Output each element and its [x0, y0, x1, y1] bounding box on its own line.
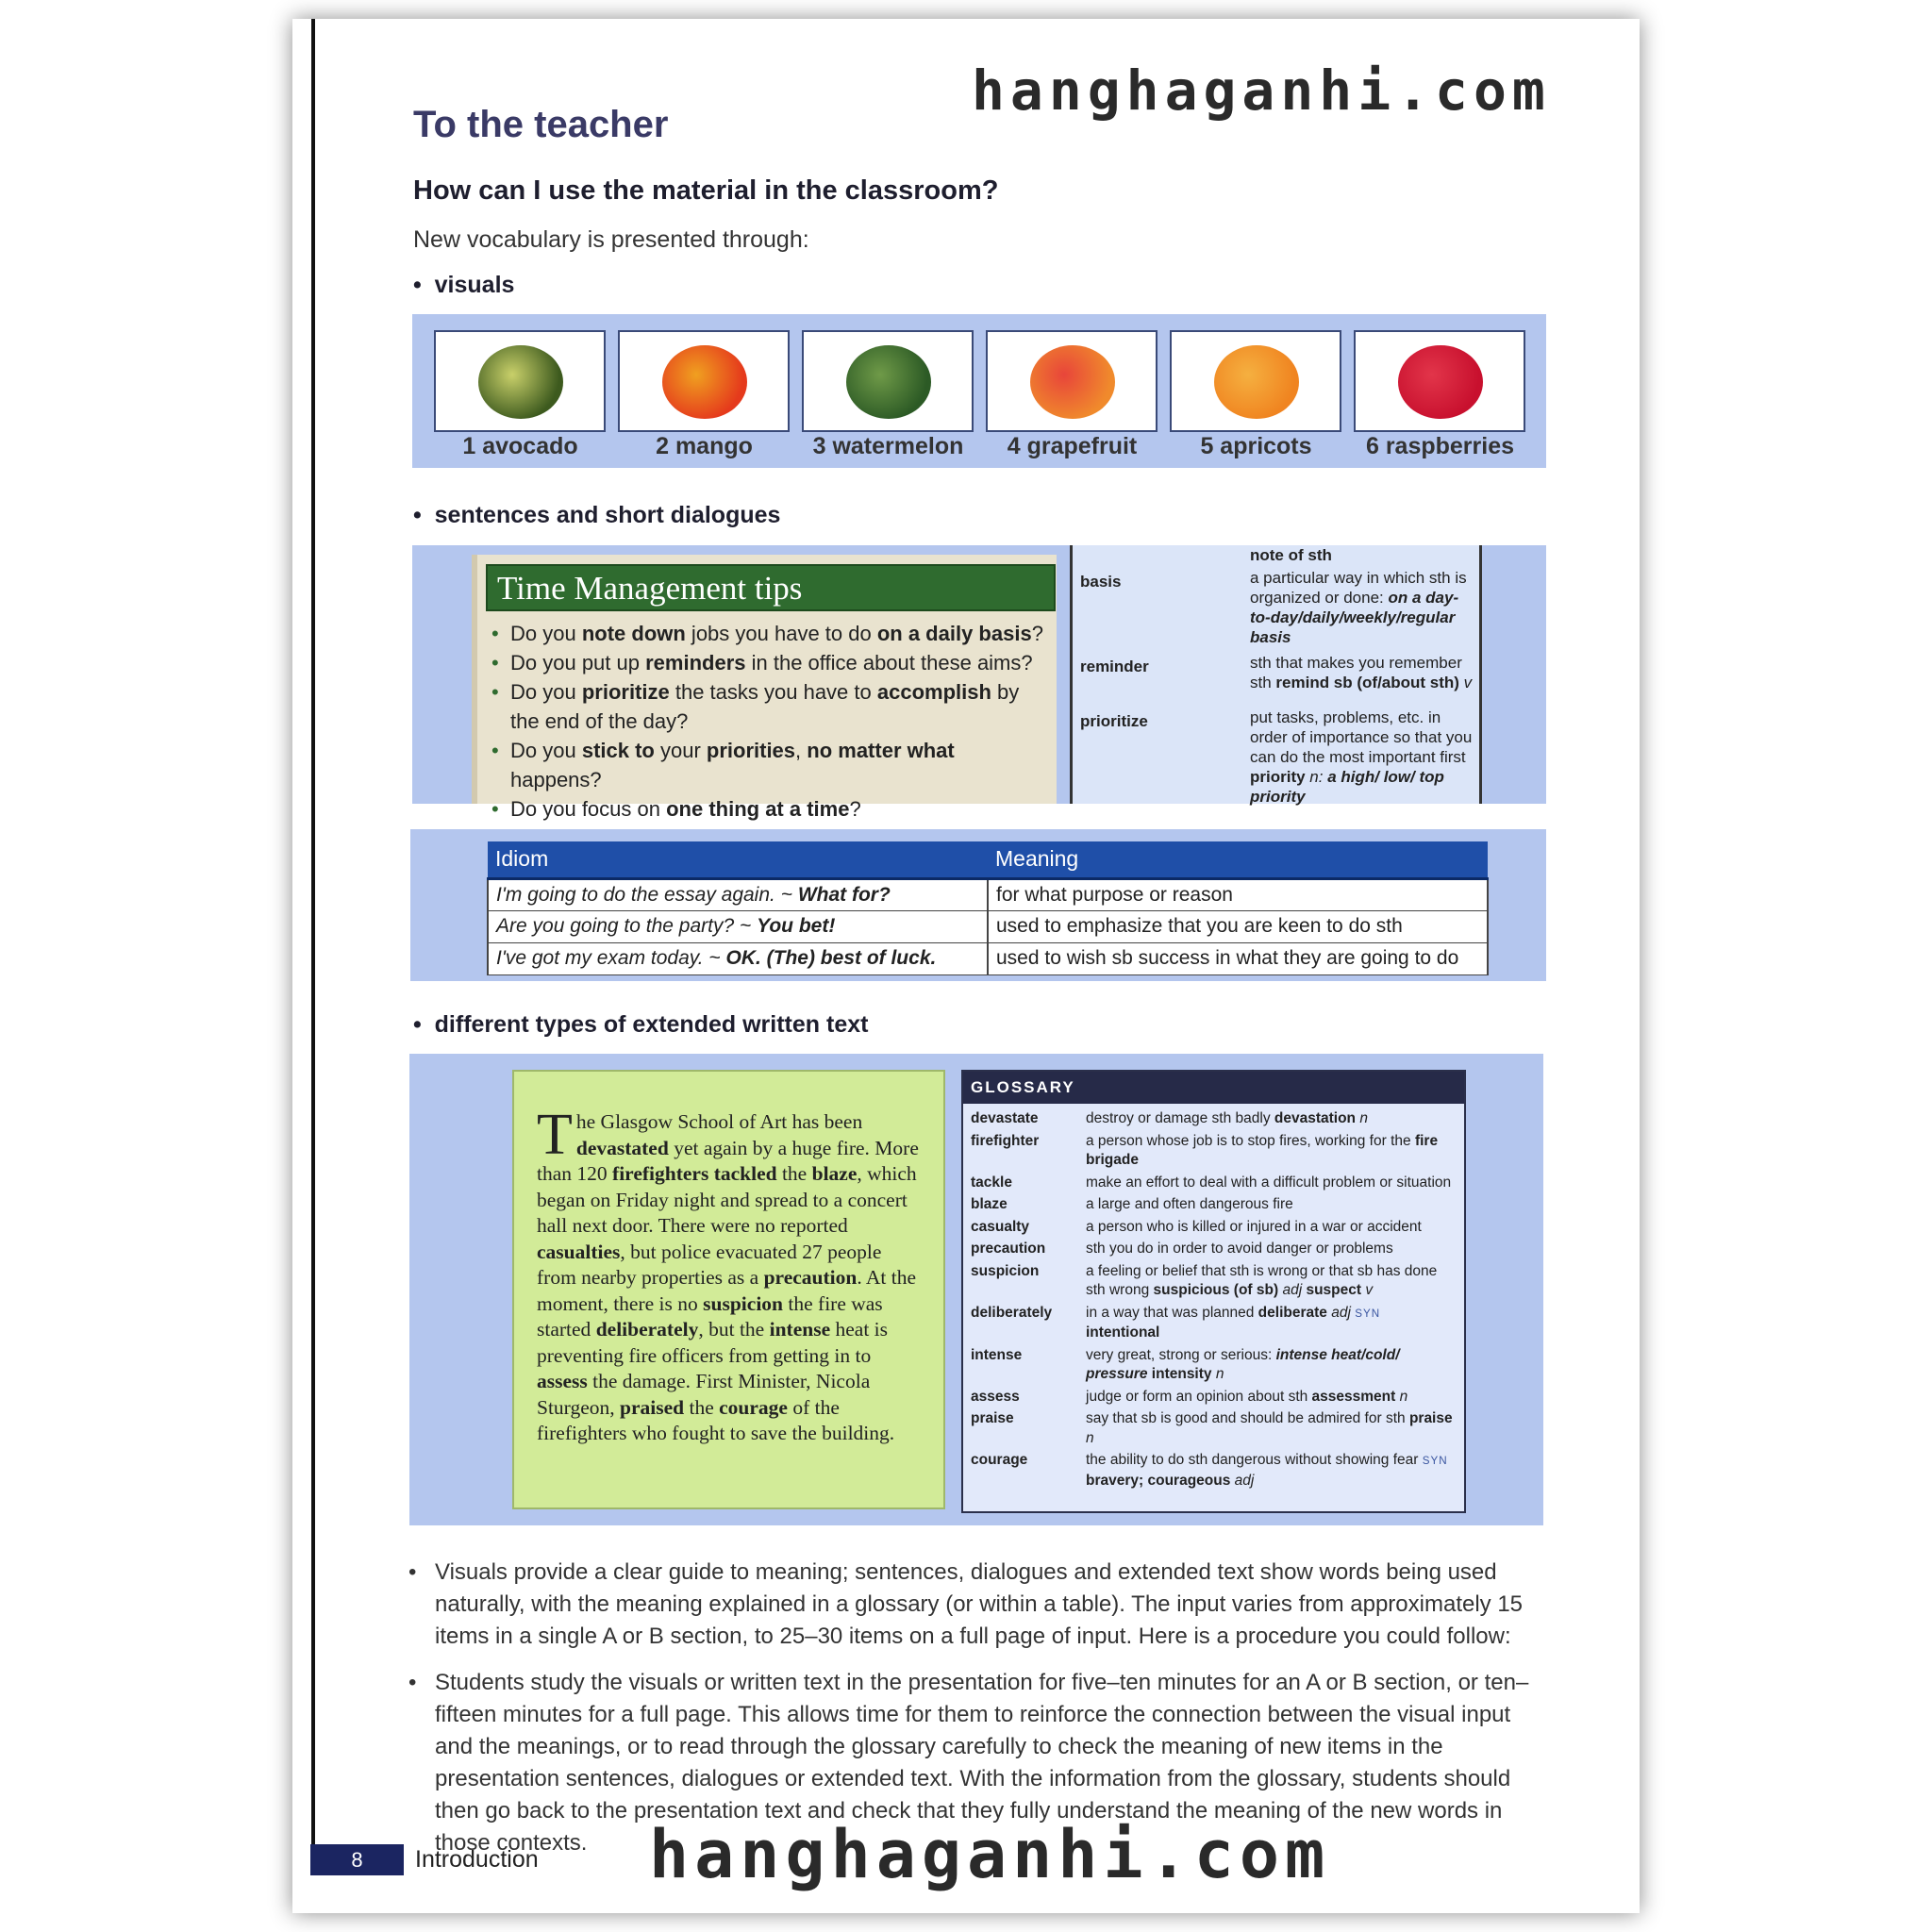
- fruit-image: [1354, 330, 1525, 432]
- text-run: on a daily basis: [876, 622, 1032, 645]
- glossary-entry: [971, 1195, 1457, 1215]
- bullet-label: visuals: [434, 272, 515, 298]
- fruit-image: [986, 330, 1158, 432]
- text-run: , but the: [698, 1318, 770, 1341]
- text-run: adj: [1326, 1304, 1356, 1321]
- word-term: basis: [1080, 573, 1122, 591]
- column-header-meaning: Meaning: [988, 841, 1488, 878]
- text-run: a high/ low/ top priority: [1250, 768, 1444, 806]
- fruit-image: [434, 330, 606, 432]
- glossary-term: tackle: [971, 1174, 1012, 1191]
- text-run: What for?: [797, 883, 891, 906]
- paragraph-text: Students study the visuals or written text in the presentation for five–ten minutes for an A or B section, or ten–fifteen minutes for a full page. This allows time for them to reinforce the connection between the visual input and the meanings, or to read through the glossary carefully to check the meaning of new items in the presentation sentences, dialogues or extended text. With the information from the glossary, students should then go back to the presentation text and check that they fully understand the meaning of the new words in those contexts.: [435, 1670, 1529, 1856]
- text-run: sth that makes you remember sth: [1250, 654, 1462, 691]
- glossary-definition: [1086, 1409, 1457, 1448]
- text-run: one thing at a time: [666, 797, 850, 821]
- glossary-definition: [1086, 1262, 1457, 1301]
- text-run: v: [1361, 1282, 1374, 1298]
- text-run: priority: [1250, 768, 1306, 786]
- text-run: deliberate: [1257, 1304, 1327, 1321]
- text-run: happens?: [510, 768, 602, 791]
- fruit-shape: [478, 345, 563, 419]
- text-run: ,: [795, 739, 808, 762]
- text-run: bravery; courageous: [1086, 1472, 1231, 1489]
- column-header-idiom: Idiom: [488, 841, 988, 878]
- glossary-entry: [971, 1262, 1457, 1301]
- text-run: intensity: [1147, 1366, 1212, 1382]
- text-run: on a day-to-day/daily/weekly/regular basis: [1250, 589, 1459, 646]
- glossary-entry: [971, 1451, 1457, 1491]
- glossary-heading: GLOSSARY: [963, 1072, 1464, 1104]
- text-run: assess: [537, 1370, 588, 1392]
- text-run: your: [654, 739, 707, 762]
- glossary-term: suspicion: [971, 1262, 1040, 1279]
- text-run: n: [1086, 1429, 1094, 1446]
- text-run: heat is preventing fire officers from getting in to: [537, 1318, 889, 1367]
- text-run: adj: [1230, 1472, 1255, 1489]
- glossary-definition: [1086, 1346, 1457, 1385]
- text-run: n: [1211, 1366, 1224, 1382]
- text-run: suspicious (of sb): [1153, 1282, 1279, 1298]
- word-definition: [1250, 653, 1476, 692]
- glossary-entry: [971, 1388, 1457, 1407]
- word-definition: [1250, 545, 1476, 565]
- glossary-entry: [971, 1218, 1457, 1238]
- footer-section: Introduction: [415, 1846, 539, 1873]
- text-run: in the office about these aims?: [745, 651, 1033, 675]
- text-run: . At the moment, there is no: [537, 1266, 917, 1315]
- glossary-term: firefighter: [971, 1132, 1040, 1149]
- glossary-term: courage: [971, 1452, 1028, 1468]
- page-number: 8: [310, 1844, 404, 1875]
- text-run: the: [684, 1395, 720, 1419]
- text-run: destroy or damage sth badly: [1086, 1110, 1274, 1126]
- section-heading: How can I use the material in the classroom?: [413, 175, 999, 206]
- text-run: n: [1395, 1388, 1408, 1405]
- text-run: he Glasgow School of Art has been: [575, 1110, 863, 1133]
- text-run: , but police evacuated 27 people from nearby properties as a: [537, 1240, 882, 1289]
- glossary-term: precaution: [971, 1241, 1046, 1257]
- word-definition: [1250, 568, 1476, 647]
- glossary-entry: [971, 1240, 1457, 1259]
- glossary-entry: [971, 1132, 1457, 1171]
- text-run: devastation: [1274, 1110, 1357, 1126]
- idiom-table: [487, 841, 1489, 975]
- glossary-term: intense: [971, 1346, 1023, 1363]
- text-run: the: [776, 1162, 812, 1185]
- text-run: v: [1458, 674, 1473, 691]
- text-run: suspect: [1306, 1282, 1362, 1298]
- fruit-image: [1170, 330, 1341, 432]
- page-title: To the teacher: [413, 104, 669, 145]
- text-run: a person who is killed or injured in a war or accident: [1086, 1218, 1422, 1235]
- table-row: [488, 878, 1488, 910]
- text-run: the tasks you have to: [669, 680, 877, 704]
- intro-text: New vocabulary is presented through:: [413, 226, 809, 253]
- glossary-box: [961, 1070, 1466, 1513]
- tips-list: [491, 619, 1048, 824]
- article-box: [512, 1070, 945, 1509]
- meaning-cell: used to wish sb success in what they are going to do: [988, 942, 1488, 974]
- text-run: Do you focus on: [510, 797, 667, 821]
- text-run: very great, strong or serious:: [1086, 1346, 1276, 1363]
- text-run: I've got my exam today. ~: [496, 947, 726, 969]
- fruit-label: 1 avocado: [462, 433, 578, 459]
- paragraph-2: • Students study the visuals or written text in the presentation for five–ten minutes for an A or B section, or ten–fifteen minutes for a full page. This allows time for them to reinforce the connection between the visual input and the meanings, or to read through the glossary carefully to check the meaning of new items in the presentation sentences, dialogues or extended text. With the information from the glossary, students should then go back to the presentation text and check that they fully understand the meaning of the new words in those contexts.: [408, 1667, 1541, 1859]
- glossary-definition: [1086, 1174, 1451, 1193]
- idiom-cell: [488, 942, 988, 974]
- word-term: prioritize: [1080, 712, 1148, 730]
- tip-item: [491, 648, 1048, 677]
- text-run: ?: [849, 797, 861, 821]
- tip-item: [491, 794, 1048, 824]
- text-run: suspicion: [703, 1291, 784, 1315]
- fruit-image: [618, 330, 790, 432]
- text-run: priorities: [706, 739, 796, 762]
- time-management-box: [472, 555, 1057, 821]
- text-run: Do you: [510, 680, 582, 704]
- glossary-term: blaze: [971, 1196, 1008, 1212]
- text-run: intense: [769, 1318, 831, 1341]
- word-definition: [1250, 708, 1476, 807]
- glossary-definition: [1086, 1388, 1407, 1407]
- tip-item: [491, 677, 1048, 736]
- text-run: judge or form an opinion about sth: [1086, 1388, 1312, 1405]
- watermark-bottom: hanghaganhi.com: [649, 1816, 1331, 1893]
- text-run: a person whose job is to stop fires, working for the: [1086, 1132, 1415, 1149]
- text-run: intense heat/cold/ pressure: [1086, 1346, 1400, 1382]
- glossary-definition: [1086, 1304, 1457, 1343]
- tips-heading: Time Management tips: [486, 564, 1056, 611]
- text-run: no matter what: [807, 739, 955, 762]
- table-row: [488, 942, 1488, 974]
- glossary-term: devastate: [971, 1110, 1039, 1126]
- fruit-label: 3 watermelon: [812, 433, 964, 459]
- glossary-term: assess: [971, 1388, 1020, 1405]
- bullet-label: different types of extended written text: [434, 1011, 869, 1038]
- text-run: of the firefighters who fought to save the building.: [537, 1395, 895, 1444]
- glossary-term: deliberately: [971, 1304, 1053, 1321]
- bullet-sentences: • sentences and short dialogues: [413, 502, 781, 528]
- fruit-shape: [846, 345, 931, 419]
- article-text: [537, 1103, 919, 1444]
- text-run: put tasks, problems, etc. in order of importance so that you can do the most important first: [1250, 708, 1473, 766]
- text-run: praised: [620, 1395, 685, 1419]
- text-run: note of sth: [1250, 546, 1332, 564]
- text-run: jobs you have to do: [685, 622, 877, 645]
- fruit-label: 4 grapefruit: [1007, 433, 1138, 459]
- text-run: precaution: [763, 1266, 858, 1289]
- text-run: fire brigade: [1086, 1132, 1439, 1168]
- text-run: intentional: [1086, 1324, 1160, 1341]
- drop-cap: T: [537, 1103, 573, 1167]
- idiom-cell: [488, 878, 988, 910]
- tip-item: [491, 619, 1048, 648]
- fruit-image: [802, 330, 974, 432]
- text-run: a large and often dangerous fire: [1086, 1196, 1293, 1212]
- text-run: sth you do in order to avoid danger or problems: [1086, 1241, 1393, 1257]
- glossary-definition: [1086, 1240, 1393, 1259]
- text-run: Do you put up: [510, 651, 646, 675]
- text-run: the ability to do sth dangerous without showing fear: [1086, 1452, 1423, 1468]
- text-run: reminders: [645, 651, 746, 675]
- text-run: by the end of the day?: [510, 680, 1020, 733]
- text-run: blaze: [811, 1162, 858, 1185]
- glossary-term: praise: [971, 1410, 1014, 1426]
- tip-item: [491, 736, 1048, 794]
- glossary-entry: [971, 1109, 1457, 1129]
- glossary-definition: [1086, 1132, 1457, 1171]
- text-run: I'm going to do the essay again. ~: [496, 883, 798, 906]
- text-run: casualties: [537, 1240, 621, 1263]
- glossary-definition: [1086, 1451, 1457, 1491]
- word-term: reminder: [1080, 658, 1149, 675]
- text-run: note down: [581, 622, 686, 645]
- text-run: n:: [1305, 768, 1324, 786]
- text-run: assessment: [1311, 1388, 1396, 1405]
- text-run: Do you: [510, 622, 582, 645]
- visuals-panel: [412, 314, 1546, 468]
- glossary-entries: [963, 1104, 1464, 1499]
- watermark-top: hanghaganhi.com: [972, 58, 1551, 123]
- fruit-shape: [1030, 345, 1115, 419]
- glossary-definition: [1086, 1109, 1368, 1129]
- page-spine-line: [311, 19, 315, 1868]
- text-run: Are you going to the party? ~: [496, 915, 758, 937]
- glossary-term: casualty: [971, 1218, 1030, 1235]
- text-run: the fire was started: [537, 1291, 883, 1341]
- text-run: prioritize: [581, 680, 670, 704]
- text-run: , which began on Friday night and spread to a concert hall next door. There were no reported: [537, 1162, 917, 1237]
- text-run: stick to: [581, 739, 655, 762]
- glossary-entry: [971, 1409, 1457, 1448]
- text-run: deliberately: [595, 1318, 699, 1341]
- text-run: n: [1356, 1110, 1368, 1126]
- bullet-extended-text: • different types of extended written text: [413, 1011, 869, 1038]
- table-row: [488, 910, 1488, 942]
- paragraph-text: Visuals provide a clear guide to meaning; sentences, dialogues and extended text show words being used naturally, with the meaning explained in a glossary (or within a table). The input varies from approximately 15 items in a single A or B section, to 25–30 items on a full page of input. Here is a procedure you could follow:: [435, 1559, 1524, 1649]
- fruit-label: 5 apricots: [1200, 433, 1312, 459]
- text-run: firefighters tackled: [612, 1162, 777, 1185]
- text-run: courage: [719, 1395, 788, 1419]
- text-run: You bet!: [757, 915, 836, 937]
- glossary-definition: [1086, 1195, 1293, 1215]
- text-run: Do you: [510, 739, 582, 762]
- fruit-shape: [1398, 345, 1483, 419]
- text-run: OK. (The) best of luck.: [725, 947, 937, 969]
- text-run: praise: [1408, 1410, 1453, 1426]
- glossary-entry: [971, 1174, 1457, 1193]
- text-run: a feeling or belief that sth is wrong or that sb has done sth wrong: [1086, 1262, 1438, 1298]
- fruit-label: 2 mango: [656, 433, 753, 459]
- fruit-label: 6 raspberries: [1365, 433, 1515, 459]
- text-run: SYN: [1422, 1455, 1448, 1467]
- idiom-cell: [488, 910, 988, 942]
- text-run: devastated: [575, 1136, 669, 1159]
- fruit-shape: [1214, 345, 1299, 419]
- text-run: yet again by a huge fire. More than 120: [537, 1136, 919, 1185]
- text-run: adj: [1278, 1282, 1307, 1298]
- fruit-shape: [662, 345, 747, 419]
- text-run: remind sb (of/about sth): [1275, 674, 1459, 691]
- text-run: a particular way in which sth is organized or done:: [1250, 569, 1467, 607]
- text-run: in a way that was planned: [1086, 1304, 1258, 1321]
- bullet-visuals: • visuals: [413, 272, 515, 298]
- text-run: ?: [1031, 622, 1043, 645]
- text-run: the damage. First Minister, Nicola Sturgeon,: [537, 1370, 871, 1419]
- meaning-cell: for what purpose or reason: [988, 878, 1488, 910]
- glossary-entry: [971, 1346, 1457, 1385]
- word-list: [1070, 545, 1482, 804]
- meaning-cell: used to emphasize that you are keen to do sth: [988, 910, 1488, 942]
- text-run: make an effort to deal with a difficult problem or situation: [1086, 1174, 1452, 1191]
- bullet-label: sentences and short dialogues: [434, 502, 781, 528]
- text-run: accomplish: [876, 680, 991, 704]
- text-run: SYN: [1355, 1307, 1381, 1320]
- glossary-entry: [971, 1304, 1457, 1343]
- text-run: say that sb is good and should be admired for sth: [1086, 1410, 1409, 1426]
- paragraph-1: • Visuals provide a clear guide to meaning; sentences, dialogues and extended text show words being used naturally, with the meaning explained in a glossary (or within a table). The input varies from approximately 15 items in a single A or B section, to 25–30 items on a full page of input. Here is a procedure you could follow:: [408, 1557, 1541, 1653]
- glossary-definition: [1086, 1218, 1422, 1238]
